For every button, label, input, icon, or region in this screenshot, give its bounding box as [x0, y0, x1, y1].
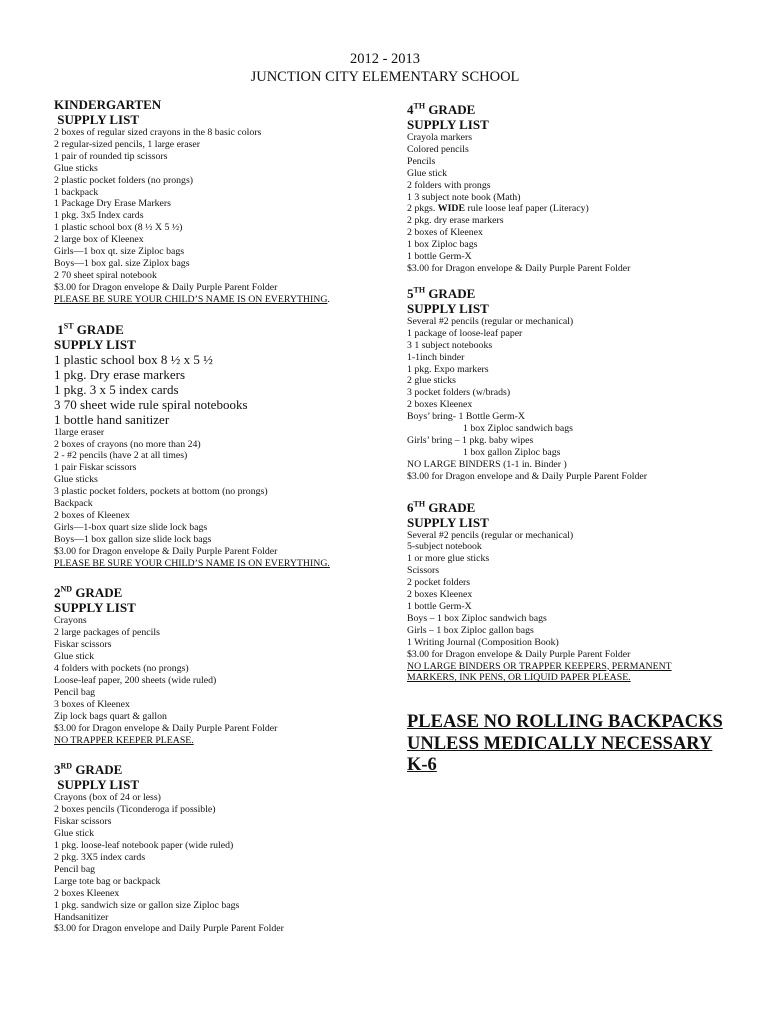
grade6-note-line1: NO LARGE BINDERS OR TRAPPER KEEPERS, PERMANENT: [407, 660, 672, 672]
grade5-items-b: [407, 459, 752, 483]
list-item: 1 pkg. Dry erase markers: [54, 366, 186, 382]
grade4-title: 4TH GRADE: [407, 101, 476, 117]
list-item: 1 backpack: [54, 186, 99, 198]
list-item: Scissors: [407, 565, 440, 577]
list-item: 2 large packages of pencils: [54, 627, 160, 639]
list-item: Crayola markers: [407, 132, 473, 143]
list-item: Backpack: [54, 498, 93, 510]
grade2-section: [54, 585, 399, 746]
list-item: 1 plastic school box (8 ½ X 5 ½): [54, 222, 183, 234]
list-item: 1 pkg. Expo markers: [407, 363, 489, 375]
list-item: Girls – 1 box Ziploc gallon bags: [407, 624, 534, 636]
grade5-items-a: [407, 316, 752, 423]
grade6-note-line2: MARKERS, INK PENS, OR LIQUID PAPER PLEASE.: [407, 672, 631, 684]
list-item: Pencil bag: [54, 686, 96, 698]
list-item: 2 pkg. dry erase markers: [407, 215, 504, 227]
list-item: 1 plastic school box 8 ½ x 5 ½: [54, 351, 213, 367]
grade1-items: [54, 427, 399, 558]
list-item: 1 pkg. loose-leaf notebook paper (wide ruled): [54, 840, 234, 852]
grade2-items: [54, 615, 399, 734]
list-item: 2 boxes of regular sized crayons in the 8 basic colors: [54, 127, 262, 138]
list-item: 1 bottle Germ-X: [407, 251, 472, 263]
list-item: 3 plastic pocket folders, pockets at bottom (no prongs): [54, 486, 268, 498]
list-item: Loose-leaf paper, 200 sheets (wide ruled): [54, 675, 217, 686]
grade6-items: [407, 530, 752, 661]
list-item: 2 plastic pocket folders (no prongs): [54, 174, 194, 186]
list-item: Pencil bag: [54, 863, 96, 875]
list-item: 2 large box of Kleenex: [54, 234, 144, 246]
grade6-title: 6TH GRADE: [407, 499, 476, 515]
list-item: 2 boxes pencils (Ticonderoga if possible): [54, 804, 216, 816]
list-item: 1 pkg. 3 x 5 index cards: [54, 381, 179, 397]
grade5-items-bring: [407, 423, 752, 459]
list-item: 2 glue sticks: [407, 375, 456, 387]
list-item: 3 70 sheet wide rule spiral notebooks: [54, 396, 248, 412]
list-item: Several #2 pencils (regular or mechanical): [407, 315, 574, 327]
list-item: Fiskar scissors: [54, 639, 112, 651]
grade1-subtitle: SUPPLY LIST: [54, 336, 136, 352]
list-item: 1 pkg. sandwich size or gallon size Ziploc bags: [54, 899, 240, 911]
grade1-note: PLEASE BE SURE YOUR CHILD’S NAME IS ON EVERYTHING.: [54, 557, 330, 569]
list-item: 1 pair of rounded tip scissors: [54, 150, 168, 162]
list-item: Handsanitizer: [54, 911, 109, 923]
grade3-subtitle: SUPPLY LIST: [57, 777, 140, 793]
right-column: [407, 97, 752, 777]
list-item: 1large eraser: [54, 426, 105, 438]
list-item: Boys – 1 box Ziploc sandwich bags: [407, 612, 547, 624]
list-item: 3 boxes of Kleenex: [54, 698, 130, 710]
list-item: Colored pencils: [407, 143, 469, 155]
list-item: Boys—1 box gallon size slide lock bags: [54, 533, 212, 545]
list-item: Glue sticks: [54, 162, 98, 174]
list-item: 2 70 sheet spiral notebook: [54, 269, 157, 281]
list-item: $3.00 for Dragon envelope & Daily Purple Parent Folder: [54, 281, 278, 293]
list-item: 2 regular-sized pencils, 1 large eraser: [54, 138, 200, 150]
list-item: $3.00 for Dragon envelope and & Daily Purple Parent Folder: [407, 470, 647, 482]
list-item: 1-1inch binder: [407, 351, 465, 363]
grade5-section: [407, 286, 752, 483]
grade2-title: 2ND GRADE: [54, 585, 123, 601]
grade2-subtitle: SUPPLY LIST: [54, 600, 136, 616]
list-item: 2 pocket folders: [407, 577, 471, 589]
list-item: 1 pkg. 3x5 Index cards: [54, 210, 144, 222]
grade4-items-b: [407, 215, 752, 275]
list-item: 3 1 subject notebooks: [407, 339, 493, 351]
grade1-title: 1ST GRADE: [57, 321, 124, 337]
list-item: 1 box Ziploc sandwich bags: [463, 423, 573, 435]
list-item: $3.00 for Dragon envelope & Daily Purple Parent Folder: [407, 648, 631, 660]
list-item: Girls—1-box quart size slide lock bags: [54, 521, 208, 533]
list-item: $3.00 for Dragon envelope and Daily Purple Parent Folder: [54, 923, 284, 935]
list-item: 2 - #2 pencils (have 2 at all times): [54, 450, 188, 462]
list-item: $3.00 for Dragon envelope & Daily Purple Parent Folder: [54, 545, 278, 557]
list-item: 1 or more glue sticks: [407, 553, 490, 565]
list-item: Glue stick: [54, 651, 94, 663]
grade1-main-items: [54, 352, 399, 427]
grade3-section: [54, 762, 399, 935]
school-year: 2012 - 2013: [349, 51, 421, 67]
list-item: 2 boxes of Kleenex: [54, 509, 130, 521]
grade5-title: 5TH GRADE: [407, 285, 476, 301]
list-item: Zip lock bags quart & gallon: [54, 710, 167, 722]
notice-line1: PLEASE NO ROLLING BACKPACKS: [407, 712, 723, 733]
list-item: 5-subject notebook: [407, 541, 482, 553]
list-item: 2 boxes Kleenex: [54, 887, 120, 899]
list-item: Glue stick: [407, 167, 447, 179]
grade4-section: [407, 102, 752, 275]
list-item: 1 Package Dry Erase Markers: [54, 198, 171, 210]
list-item: 1 pair Fiskar scissors: [54, 462, 137, 474]
kindergarten-note: PLEASE BE SURE YOUR CHILD’S NAME IS ON EVERYTHING.: [54, 293, 330, 305]
list-item: 1 3 subject note book (Math): [407, 191, 521, 203]
kindergarten-subtitle: SUPPLY LIST: [57, 112, 140, 127]
list-item: 2 boxes Kleenex: [407, 399, 473, 411]
list-item: 2 boxes of Kleenex: [407, 227, 483, 239]
list-item: 2 pkgs. WIDE rule loose leaf paper (Literacy): [407, 203, 589, 215]
grade4-subtitle: SUPPLY LIST: [407, 117, 489, 132]
school-name: JUNCTION CITY ELEMENTARY SCHOOL: [250, 69, 520, 85]
kindergarten-title: KINDERGARTEN: [54, 97, 162, 112]
list-item: Glue stick: [54, 828, 94, 840]
grade6-section: [407, 500, 752, 685]
list-item: NO LARGE BINDERS (1-1 in. Binder ): [407, 458, 567, 470]
grade6-subtitle: SUPPLY LIST: [407, 514, 489, 530]
list-item: Glue sticks: [54, 474, 98, 486]
list-item: Crayons: [54, 615, 87, 627]
list-item: $3.00 for Dragon envelope & Daily Purple Parent Folder: [54, 722, 278, 734]
list-item: Large tote bag or backpack: [54, 875, 161, 887]
grade3-title: 3RD GRADE: [54, 762, 123, 778]
list-item: Fiskar scissors: [54, 816, 112, 828]
grade5-subtitle: SUPPLY LIST: [407, 300, 489, 316]
list-item: 2 folders with prongs: [407, 179, 491, 191]
notice-line2: UNLESS MEDICALLY NECESSARY: [407, 733, 713, 754]
list-item: 1 bottle Germ-X: [407, 601, 472, 612]
list-item: 1 bottle hand sanitizer: [54, 411, 170, 427]
list-item: 1 package of loose-leaf paper: [407, 327, 523, 339]
list-item: 1 box gallon Ziploc bags: [463, 446, 561, 458]
list-item: 2 boxes Kleenex: [407, 589, 473, 601]
list-item: 3 pocket folders (w/brads): [407, 387, 511, 399]
list-item: 2 boxes of crayons (no more than 24): [54, 438, 201, 450]
list-item: 1 Writing Journal (Composition Book): [407, 636, 559, 648]
grade3-items: [54, 792, 399, 935]
left-column: [54, 97, 399, 935]
kindergarten-section: [54, 97, 399, 306]
notice-line3: K-6: [407, 755, 437, 776]
list-item: 4 folders with pockets (no prongs): [54, 663, 189, 675]
list-item: 1 box Ziploc bags: [407, 239, 478, 251]
grade1-section: [54, 322, 399, 570]
list-item: Crayons (box of 24 or less): [54, 792, 161, 804]
list-item: Boys—1 box gal. size Ziplox bags: [54, 257, 190, 269]
grade2-note: NO TRAPPER KEEPER PLEASE.: [54, 734, 194, 746]
list-item: Several #2 pencils (regular or mechanical): [407, 529, 574, 541]
kindergarten-items: [54, 127, 399, 294]
list-item: Pencils: [407, 155, 436, 167]
grade4-wide-paper: [407, 203, 752, 215]
rolling-backpack-notice: [407, 712, 752, 777]
grade4-items-a: [407, 132, 752, 203]
list-item: $3.00 for Dragon envelope & Daily Purple Parent Folder: [407, 262, 631, 274]
list-item: Girls’ bring – 1 pkg. baby wipes: [407, 434, 534, 446]
list-item: Girls—1 box qt. size Ziploc bags: [54, 246, 185, 258]
list-item: Boys’ bring- 1 Bottle Germ-X: [407, 411, 525, 423]
list-item: 2 pkg. 3X5 index cards: [54, 851, 146, 863]
document-header: [0, 50, 770, 86]
